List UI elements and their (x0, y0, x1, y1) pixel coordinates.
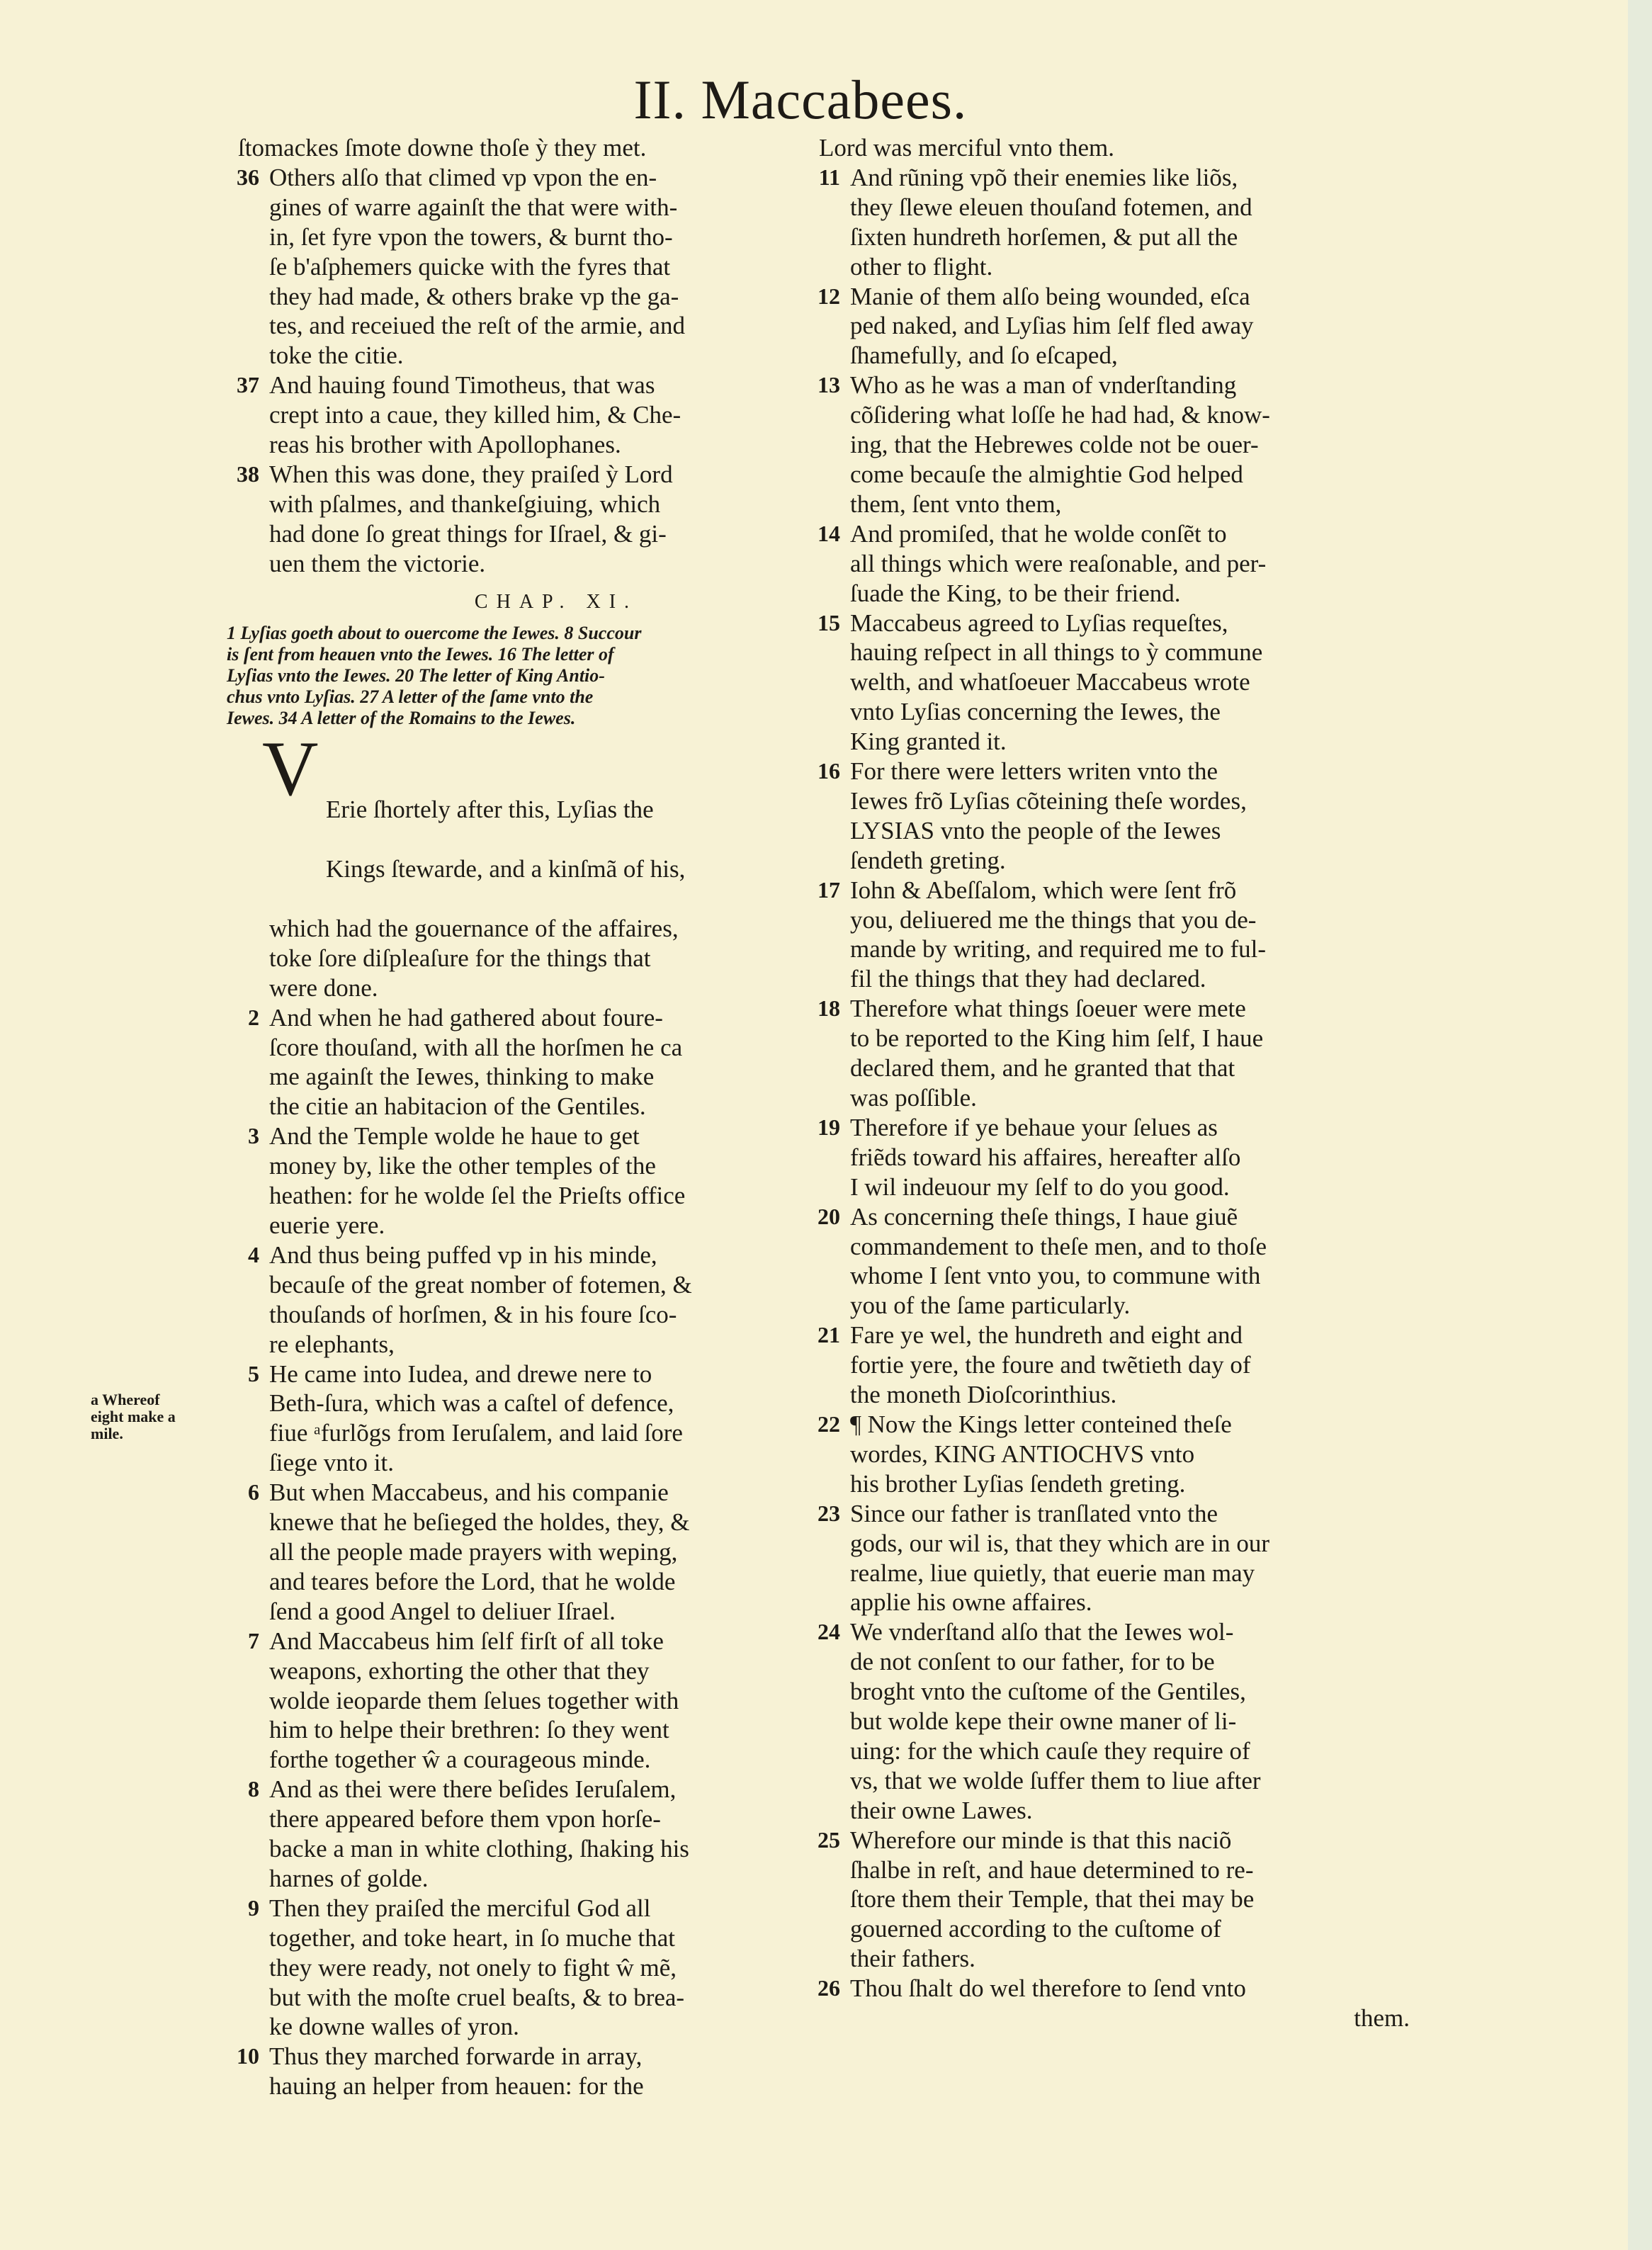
verse (213, 2042, 857, 2101)
verse-text: Maccabeus agreed to Lyſias requeſtes, hauing reſpect in all things to ỳ commune welth, and whatſoeuer Maccabeus wrote vnto Lyſias concerning the Iewes, the King granted it. (850, 609, 1263, 756)
continuation-line: ſtomackes ſmote downe thoſe ỳ they met. (238, 134, 647, 162)
verse (213, 1359, 857, 1479)
verse-text: And Maccabeus him ſelf firſt of all toke weapons, exhorting the other that they wolde ieoparde them ſelues together with him to helpe their brethren: ſo they went forthe together ŵ a courageous minde. (269, 1627, 679, 1774)
page-title: II. Maccabees. (633, 69, 968, 130)
verse (793, 163, 1438, 282)
verse (213, 460, 857, 579)
verse (793, 1202, 1438, 1321)
verse-text: And thus being puffed vp in his minde, becauſe of the great nomber of fotemen, & thouſands of horſmen, & in his foure ſco- re elephants, (269, 1240, 692, 1358)
verse-text: Thou ſhalt do wel therefore to ſend vnto (850, 1974, 1246, 2003)
verse-number: 17 (817, 876, 840, 903)
verse-number: 36 (237, 164, 259, 190)
verse-text: And promiſed, that he wolde conſẽt to all things which were reaſonable, and per- ſuade the King, to be their friend. (850, 519, 1267, 607)
verse (793, 282, 1438, 371)
verse (793, 1826, 1438, 1974)
verse-number: 5 (248, 1360, 259, 1386)
margin-note: a Whereof eight make a mile. (91, 1391, 176, 1442)
verse-number: 15 (817, 609, 840, 635)
verse (213, 1003, 857, 1122)
verse-number: 20 (817, 1203, 840, 1229)
verse-text: And as thei were there beſides Ieruſalem, there appeared before them vpon horſe- backe a man in white clothing, ſhaking his harnes of golde. (269, 1775, 689, 1892)
verse-number: 4 (248, 1241, 259, 1267)
scan-edge-strip (1628, 0, 1652, 2250)
chapter-heading: CHAP. XI. (474, 590, 638, 613)
verse-text: Therefore if ye behaue your ſelues as friẽds toward his affaires, hereafter alſo I wil indeuour my ſelf to do you good. (850, 1113, 1241, 1201)
verse-number: 23 (817, 1500, 840, 1526)
verse-text: Then they praiſed the merciful God all together, and toke heart, in ſo muche that they were ready, not onely to fight ŵ mẽ, but with the moſte cruel beaſts, & to brea- ke downe walles of yron. (269, 1894, 685, 2041)
verse-text: But when Maccabeus, and his companie knewe that he beſieged the holdes, they, & all the people made prayers with weping, and teares before the Lord, that he wolde ſend a good Angel to deliuer Iſrael. (269, 1479, 690, 1625)
verses-before-chapter (213, 163, 857, 579)
verse-number: 26 (817, 1975, 840, 2001)
verse (213, 1240, 857, 1359)
verse (793, 1974, 1438, 2003)
verse-text: We vnderſtand alſo that the Iewes wol- de not conſent to our father, for to be broght vnto the cuſtome of the Gentiles, but wolde kepe their owne maner of li- uing: for the which cauſe they require of vs, that we wolde ſuffer them to liue after their owne Lawes. (850, 1618, 1261, 1824)
verse (793, 1113, 1438, 1202)
verse (213, 1121, 857, 1240)
dropcap-initial: V (262, 725, 319, 812)
verse-number: 14 (817, 520, 840, 546)
verse-text: He came into Iudea, and drewe nere to Beth-ſura, which was a caſtel of defence, fiue ᵃfurlõgs from Ieruſalem, and laid ſore ſiege vnto it. (269, 1359, 683, 1477)
verse-text: As concerning theſe things, I haue giuẽ commandement to theſe men, and to thoſe whome I ſent vnto you, to commune with you of the ſame particularly. (850, 1202, 1267, 1320)
verse-number: 2 (248, 1004, 259, 1030)
verse-number: 8 (248, 1776, 259, 1802)
verse-number: 12 (817, 283, 840, 309)
verse-text: Fare ye wel, the hundreth and eight and fortie yere, the foure and twẽtieth day of the moneth Dioſcorinthius. (850, 1321, 1251, 1409)
verse-text: Thus they marched forwarde in array, hauing an helper from heauen: for the (269, 2042, 644, 2101)
verse-number: 16 (817, 758, 840, 784)
verse (793, 757, 1438, 876)
verse-number: 7 (248, 1627, 259, 1653)
verses-after-chapter (213, 1003, 857, 2102)
verse-number: 13 (817, 372, 840, 398)
verse (793, 519, 1438, 609)
verse-text: And when he had gathered about foure- ſcore thouſand, with all the horſmen he ca me againſt the Iewes, thinking to make the citie an habitacion of the Gentiles. (269, 1003, 683, 1121)
left-column (213, 133, 857, 2101)
verse-number: 19 (817, 1114, 840, 1140)
verse (213, 1627, 857, 1775)
verse-text: And rũning vpõ their enemies like liõs, they ſlewe eleuen thouſand fotemen, and ſixten hundreth horſemen, & put all the other to flight. (850, 163, 1252, 281)
verse-number: 18 (817, 995, 840, 1022)
chapter-summary: 1 Lyſias goeth about to ouercome the Iewes. 8 Succour is ſent from heauen vnto the Iewes. 16 The letter of Lyſias vnto the Iewes. 20 The letter of King Antio- chus vnto Lyſias. 27 A letter of the ſame vnto the Iewes. 34 A letter of the Romains to the Iewes. (227, 622, 642, 728)
verse (793, 994, 1438, 1113)
verse-text: Iohn & Abeſſalom, which were ſent frõ you, deliuered me the things that you de- mande by writing, and required me to ful- fil the things that they had declared. (850, 876, 1267, 993)
verse (793, 1499, 1438, 1618)
verse-number: 6 (248, 1479, 259, 1505)
right-verses (793, 163, 1438, 2003)
verse (213, 1478, 857, 1627)
verse-text: Who as he was a man of vnderſtanding cõſidering what loſſe he had had, & know- ing, that the Hebrewes colde not be ouer- come becauſe the almightie God helped them, ſent vnto them, (850, 371, 1270, 518)
verse (793, 1321, 1438, 1410)
verse (793, 371, 1438, 519)
verse-number: 9 (248, 1894, 259, 1921)
verse (793, 876, 1438, 995)
verse (793, 1617, 1438, 1825)
verse-text: For there were letters writen vnto the Iewes frõ Lyſias cõteining theſe wordes, LYSIAS vnto the people of the Iewes ſendeth greting. (850, 757, 1247, 874)
verse-text: Others alſo that climed vp vpon the en- gines of warre againſt the that were with- in, ſet fyre vpon the towers, & burnt tho- ſe b'aſphemers quicke with the fyres that they had made, & others brake vp the ga- tes, and receiued the reſt of the armie, and toke the citie. (269, 163, 685, 370)
catchword: them. (1354, 2004, 1410, 2033)
continuation-line: Lord was merciful vnto them. (819, 134, 1114, 162)
first-verse-rest: which had the gouernance of the affaires, toke ſore diſpleaſure for the things that were done. (269, 914, 679, 1002)
verse-number: 22 (817, 1411, 840, 1437)
first-verse-line-1: Erie ſhortely after this, Lyſias the (326, 796, 654, 824)
first-verse (213, 725, 857, 1003)
verse (213, 163, 857, 371)
first-verse-line-2: Kings ſtewarde, and a kinſmã of his, (326, 855, 686, 883)
verse-text: Since our father is tranſlated vnto the gods, our wil is, that they which are in our realme, liue quietly, that euerie man may applie his owne affaires. (850, 1499, 1269, 1617)
verse-text: ¶ Now the Kings letter conteined theſe wordes, KING ANTIOCHVS vnto his brother Lyſias ſendeth greting. (850, 1410, 1232, 1498)
verse-number: 21 (817, 1322, 840, 1348)
verse (793, 1410, 1438, 1499)
verse-number: 11 (818, 164, 840, 190)
right-column (793, 133, 1438, 2033)
verse-number: 25 (817, 1826, 840, 1853)
verse-number: 3 (248, 1123, 259, 1149)
verse-text: Manie of them alſo being wounded, eſca ped naked, and Lyſias him ſelf fled away ſhamefully, and ſo eſcaped, (850, 282, 1254, 370)
verse-number: 24 (817, 1619, 840, 1645)
verse-number: 37 (237, 372, 259, 398)
verse-text: Wherefore our minde is that this naciõ ſhalbe in reſt, and haue determined to re- ſtore them their Temple, that thei may be gouerned according to the cuſtome of their fathers. (850, 1826, 1255, 1973)
verse (213, 1894, 857, 2042)
verse (213, 371, 857, 460)
verse-text: And the Temple wolde he haue to get money by, like the other temples of the heathen: for he wolde ſel the Prieſts office euerie yere. (269, 1122, 686, 1239)
verse-number: 38 (237, 460, 259, 487)
verse-number: 10 (237, 2043, 259, 2069)
verse-text: Therefore what things ſoeuer were mete to be reported to the King him ſelf, I haue declared them, and he granted that that was poſſible. (850, 995, 1264, 1112)
verse (213, 1775, 857, 1894)
verse-text: And hauing found Timotheus, that was crept into a caue, they killed him, & Che- reas his brother with Apollophanes. (269, 371, 681, 459)
verse-text: When this was done, they praiſed ỳ Lord with pſalmes, and thankeſgiuing, which had done ſo great things for Iſrael, & gi- uen them the victorie. (269, 460, 673, 577)
verse (793, 609, 1438, 757)
